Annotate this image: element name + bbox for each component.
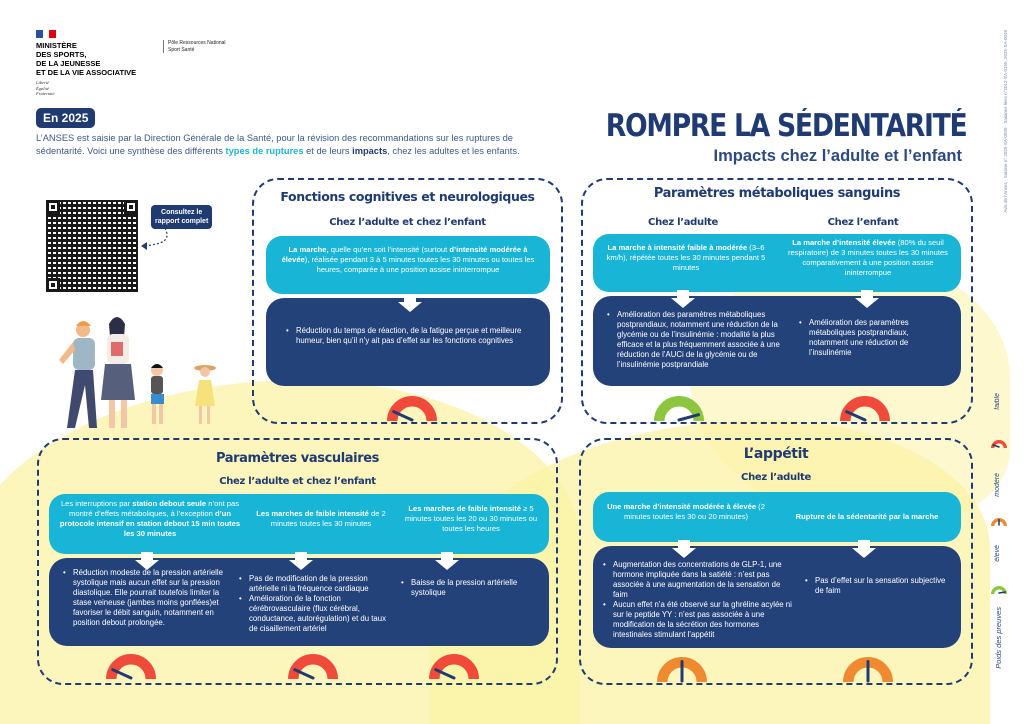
condition-col-2: [253, 509, 389, 529]
evidence-gauge-weak: [837, 392, 893, 422]
condition-text: (80% du seuil respiratoire) de 3 minutes toutes les 30 minutes comparativement à une position assise ininterrompue: [788, 238, 948, 277]
condition-bold: La marche,: [288, 245, 329, 254]
gauge-arc: [659, 401, 699, 421]
card-title: Paramètres vasculaires: [216, 451, 379, 466]
impact-box: [593, 546, 961, 648]
intro-part: et de leurs: [303, 146, 353, 156]
ministry-logo: [36, 30, 136, 97]
ministry-line: ET DE LA VIE ASSOCIATIVE: [36, 68, 137, 77]
qr-code[interactable]: [46, 200, 138, 292]
impact-item: • Pas de modification de la pression artérielle ni la fréquence cardiaque: [239, 574, 389, 594]
republic-motto: [36, 80, 136, 97]
evidence-gauge-moderate: [654, 653, 710, 683]
card-subtitle: Chez l’adulte et chez l’enfant: [329, 217, 486, 228]
child-condition: [781, 238, 955, 278]
card-metabolic-parameters: [581, 178, 973, 424]
ministry-line: MINISTÈRE: [36, 41, 77, 50]
intro-highlight: types de ruptures: [225, 146, 304, 156]
dotted-arrow-icon: [140, 224, 170, 254]
legend-label-high: élevé: [994, 545, 1001, 562]
adult-label: Chez l’adulte: [648, 217, 718, 228]
impact-item: • Amélioration de la fonction cérébrovasculaire (flux cérébral, conductance, autorégulation) et du taux de cisaillement artériel: [239, 594, 389, 634]
condition-text: Les interruptions par: [60, 499, 133, 508]
pole-line: Sport Santé: [168, 46, 195, 53]
evidence-gauge-weak: [285, 650, 341, 680]
legend-label-weak: faible: [994, 393, 1001, 410]
condition-box: [593, 234, 961, 292]
legend-gauge-high: [988, 575, 1010, 595]
card-subtitle: Chez l’adulte: [741, 472, 811, 483]
condition-bold: Rupture de la sédentarité par la marche: [795, 512, 939, 521]
card-title: Paramètres métaboliques sanguins: [653, 186, 901, 201]
impact-item: • Amélioration des paramètres métaboliques postprandiaux, notamment une réduction de la glycémie ou de l’insulinémie : modalité la plus efficace et la plus fréquemment associée à une réduction de l’AUCi de la glycémie ou de l’insulinémie postprandiale: [607, 310, 783, 370]
condition-bold: d’intensité modérée à élevée: [281, 245, 528, 264]
qr-finder: [46, 278, 60, 292]
qr-finder: [124, 200, 138, 214]
gauge-needle: [999, 592, 1005, 593]
gauge-arc: [434, 659, 474, 679]
card-title: L’appétit: [743, 446, 809, 462]
condition-text: (3–6 km/h), répétée toutes les 30 minutes pendant 5 minutes: [606, 243, 766, 272]
side-reference: Avis de l’Anses · Saisine n° 2025-SA-0030 · Saisines liées n°2012-SA-0155, 2025-SA-0048: [1003, 30, 1008, 213]
motto-line: Égalité: [36, 85, 49, 91]
evidence-legend: [985, 385, 1015, 695]
card-appetite: [579, 438, 973, 685]
gauge-arc: [392, 401, 432, 421]
legend-label-moderate: modéré: [994, 473, 1001, 497]
intro-part: L’ANSES est saisie par la Direction Générale de la Santé, pour la révision des recommandations sur les ruptures de sédentarité. Voici une synthèse des différents: [36, 133, 513, 156]
intro-text: [36, 132, 556, 158]
condition-col-1: [55, 499, 245, 539]
ministry-line: DES SPORTS,: [36, 50, 87, 59]
motto-line: Fraternité: [36, 91, 55, 96]
condition-col-1: [603, 502, 769, 522]
evidence-gauge-weak: [384, 392, 440, 422]
condition-bold: La marche d’intensité élevée: [792, 238, 896, 247]
evidence-gauge-high: [651, 392, 707, 422]
impact-item: • Baisse de la pression artérielle systolique: [401, 578, 537, 598]
intro-bold: impacts: [352, 146, 388, 156]
condition-bold: Une marche d’intensité modérée à élevée: [607, 502, 757, 511]
page-title: ROMPRE LA SÉDENTARITÉ: [605, 108, 966, 144]
condition-text: de 2 minutes toutes les 30 minutes: [270, 509, 386, 528]
motto-line: Liberté: [36, 80, 49, 85]
impact-item: • Réduction du temps de réaction, de la fatigue perçue et meilleure humeur, bien qu’il n’y ait pas d’effet sur les fonctions cognitives: [286, 326, 536, 346]
gauge-arc: [111, 659, 151, 679]
condition-text: ), réalisée pendant 3 à 5 minutes toutes les 30 minutes ou toutes les heures, comparée à une position assise ininterrompue: [304, 255, 535, 274]
condition-bold: Les marches de faible intensité: [256, 509, 369, 518]
impact-box: [593, 296, 961, 386]
condition-text: quelle qu’en soit l’intensité (surtout: [328, 245, 450, 254]
legend-gauge-weak: [988, 429, 1010, 449]
condition-text: (2 minutes toutes les 30 ou 20 minutes): [623, 502, 765, 521]
condition-bold: d’un protocole intensif en station debout 15 min toutes les 30 minutes: [59, 509, 241, 538]
condition-col-2: [781, 512, 953, 522]
gauge-arc: [293, 659, 333, 679]
adult-condition: [601, 243, 771, 273]
condition-col-3: [399, 504, 543, 534]
impact-item: • Pas d’effet sur la sensation subjective de faim: [805, 576, 951, 596]
impact-box: [49, 558, 549, 646]
page-subtitle: Impacts chez l’adulte et l’enfant: [713, 147, 962, 165]
card-vascular-parameters: [37, 438, 558, 685]
gauge-arc: [845, 401, 885, 421]
condition-text: n’ont pas montré d’effets métaboliques, à l’exception: [69, 499, 240, 518]
impact-item: • Augmentation des concentrations de GLP-1, une hormone impliquée dans la satiété : n’est pas associée à une augmentation de la sensation de faim: [603, 560, 797, 600]
impact-item: • Aucun effet n’a été observé sur la ghréline acylée ni sur le peptide YY : n’est pas associée à une modification de la sécrétion des hormones intestinales stimulant l’appétit: [603, 600, 797, 640]
year-badge: En 2025: [36, 108, 95, 128]
ministry-name: [36, 41, 136, 77]
legend-title: Poids des preuves: [994, 607, 1003, 669]
ministry-line: DE LA JEUNESSE: [36, 59, 101, 68]
note-line: rapport complet: [155, 218, 209, 225]
card-subtitle: Chez l’adulte et chez l’enfant: [219, 476, 376, 487]
condition-bold: Les marches de faible intensité: [408, 504, 522, 513]
condition-box: [266, 236, 550, 294]
condition-text: ≥ 5 minutes toutes les 20 ou 30 minutes ou toutes les heures: [404, 504, 538, 533]
qr-finder: [46, 200, 60, 214]
evidence-gauge-weak: [103, 650, 159, 680]
card-cognitive-functions: [252, 178, 563, 424]
condition-box: [593, 492, 961, 542]
child-label: Chez l’enfant: [827, 217, 899, 228]
condition-bold: La marche à intensité faible à modérée: [607, 243, 748, 252]
evidence-gauge-weak: [426, 650, 482, 680]
card-title: Fonctions cognitives et neurologiques: [280, 189, 535, 204]
legend-gauge-moderate: [988, 507, 1010, 527]
condition-box: [49, 494, 549, 554]
impact-item: • Amélioration des paramètres métaboliques postprandiaux, notamment une réduction de l’insulinémie: [799, 318, 949, 358]
evidence-gauge-moderate: [840, 653, 896, 683]
french-flag-icon: [36, 30, 56, 38]
impact-item: • Réduction modeste de la pression artérielle systolique mais aucun effet sur la pression diastolique. Elle pourrait toutefois limiter la stase veineuse (jambes moins gonflées)et favoriser le débit sanguin, notamment en position debout prolongée.: [63, 568, 229, 628]
family-walking-illustration: [45, 310, 245, 440]
condition-bold: station debout seule: [132, 499, 207, 508]
intro-part: , chez les adultes et les enfants.: [387, 146, 520, 156]
note-line: Consultez le: [161, 209, 203, 216]
pole-line: Pôle Ressources National: [168, 40, 226, 46]
pole-ressources-label: [163, 40, 226, 53]
